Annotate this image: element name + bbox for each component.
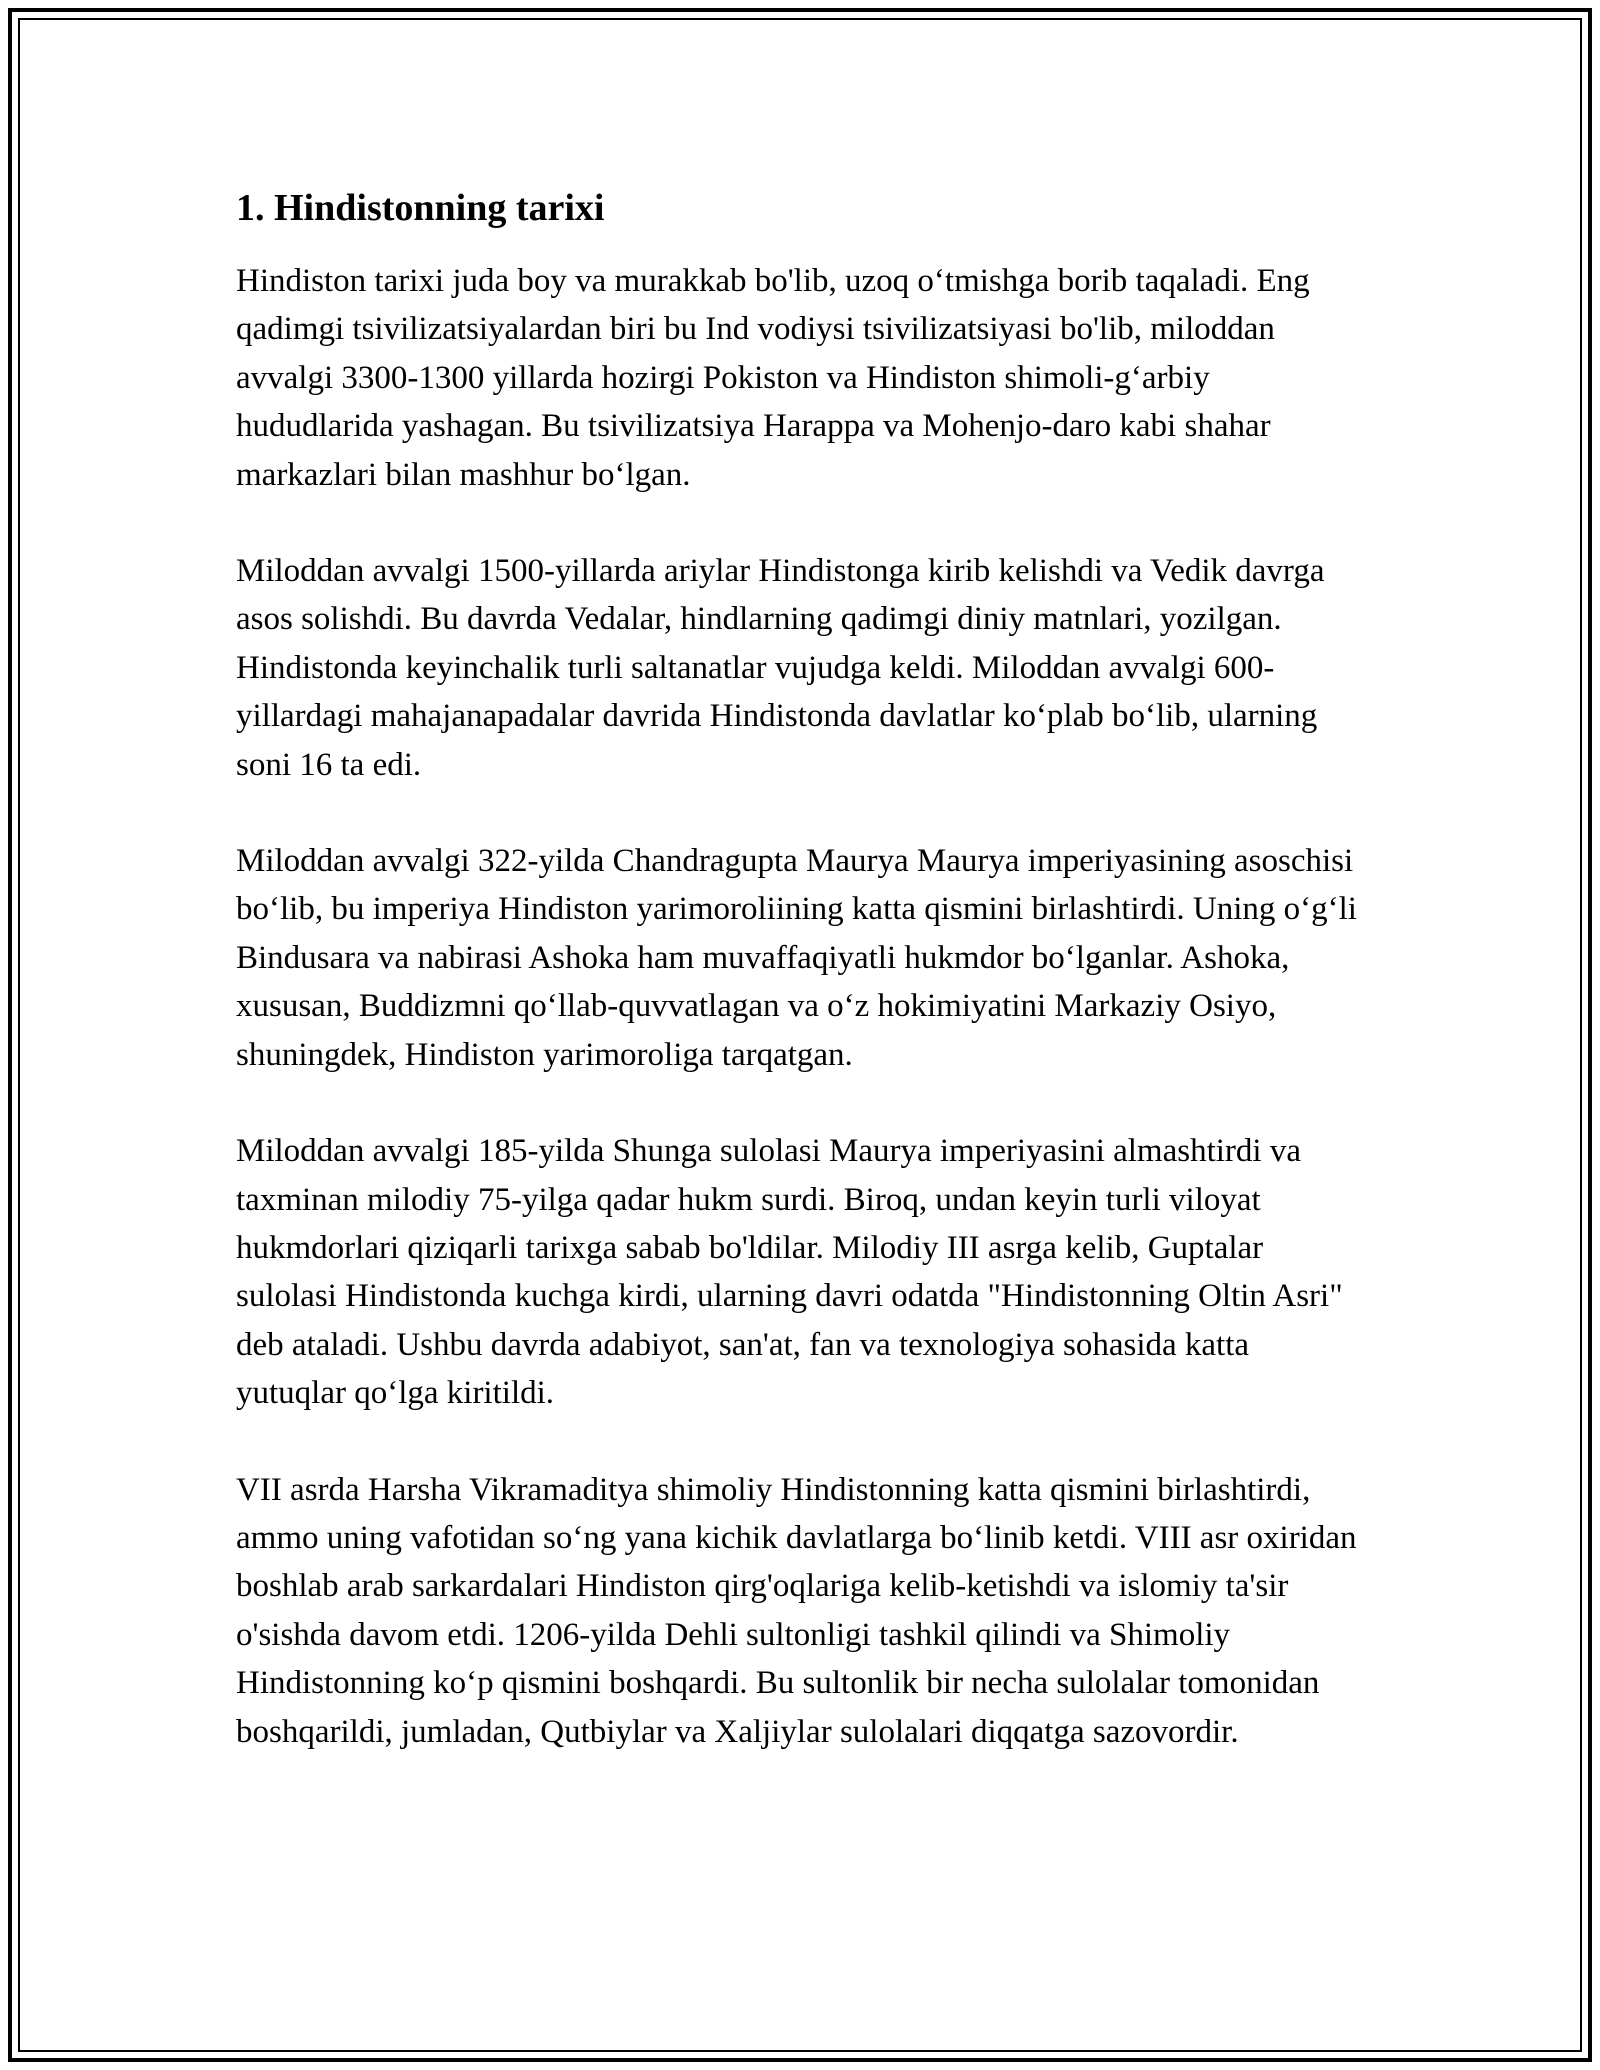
paragraph-3: Miloddan avvalgi 322-yilda Chandragupta Maurya Maurya imperiyasining asoschisi boʻlib, bu imperiya Hindiston yarimoroliining katta qismini birlashtirdi. Uning oʻgʻli Bindusara va nabirasi Ashoka ham muvaffaqiyatli hukmdor boʻlganlar. Ashoka, xususan, Buddizmni qoʻllab-quvvatlagan va oʻz hokimiyatini Markaziy Osiyo, shuningdek, Hindiston yarimoroliga tarqatgan. — [236, 843, 1357, 1073]
paragraph-5: VII asrda Harsha Vikramaditya shimoliy Hindistonning katta qismini birlashtirdi, ammo uning vafotidan soʻng yana kichik davlatlarga boʻlinib ketdi. VIII asr oxiridan boshlab arab sarkardalari Hindiston qirg'oqlariga kelib-ketishdi va islomiy ta'sir o'sishda davom etdi. 1206-yilda Dehli sultonligi tashkil qilindi va Shimoliy Hindistonning koʻp qismini boshqardi. Bu sultonlik bir necha sulolalar tomonidan boshqarildi, jumladan, Qutbiylar va Xaljiylar sulolalari diqqatga sazovordir. — [236, 1471, 1357, 1750]
paragraph-4: Miloddan avvalgi 185-yilda Shunga sulolasi Maurya imperiyasini almashtirdi va taxminan milodiy 75-yilga qadar hukm surdi. Biroq, undan keyin turli viloyat hukmdorlari qiziqarli tarixga sabab bo'ldilar. Milodiy III asrga kelib, Guptalar sulolasi Hindistonda kuchga kirdi, ularning davri odatda "Hindistonning Oltin Asri" deb ataladi. Ushbu davrda adabiyot, san'at, fan va texnologiya sohasida katta yutuqlar qoʻlga kiritildi. — [236, 1133, 1343, 1412]
paragraph-1: Hindiston tarixi juda boy va murakkab bo'lib, uzoq oʻtmishga borib taqaladi. Eng qadimgi tsivilizatsiyalardan biri bu Ind vodiysi tsivilizatsiyasi bo'lib, miloddan avvalgi 3300-1300 yillarda hozirgi Pokiston va Hindiston shimoli-gʻarbiy hududlarida yashagan. Bu tsivilizatsiya Harappa va Mohenjo-daro kabi shahar markazlari bilan mashhur boʻlgan. — [236, 263, 1310, 493]
document-body — [236, 185, 1366, 1804]
section-heading: 1. Hindistonning tarixi — [236, 187, 605, 229]
paragraph-2: Miloddan avvalgi 1500-yillarda ariylar Hindistonga kirib kelishdi va Vedik davrga asos solishdi. Bu davrda Vedalar, hindlarning qadimgi diniy matnlari, yozilgan. Hindistonda keyinchalik turli saltanatlar vujudga keldi. Miloddan avvalgi 600-yillardagi mahajanapadalar davrida Hindistonda davlatlar koʻplab boʻlib, ularning soni 16 ta edi. — [236, 553, 1325, 783]
